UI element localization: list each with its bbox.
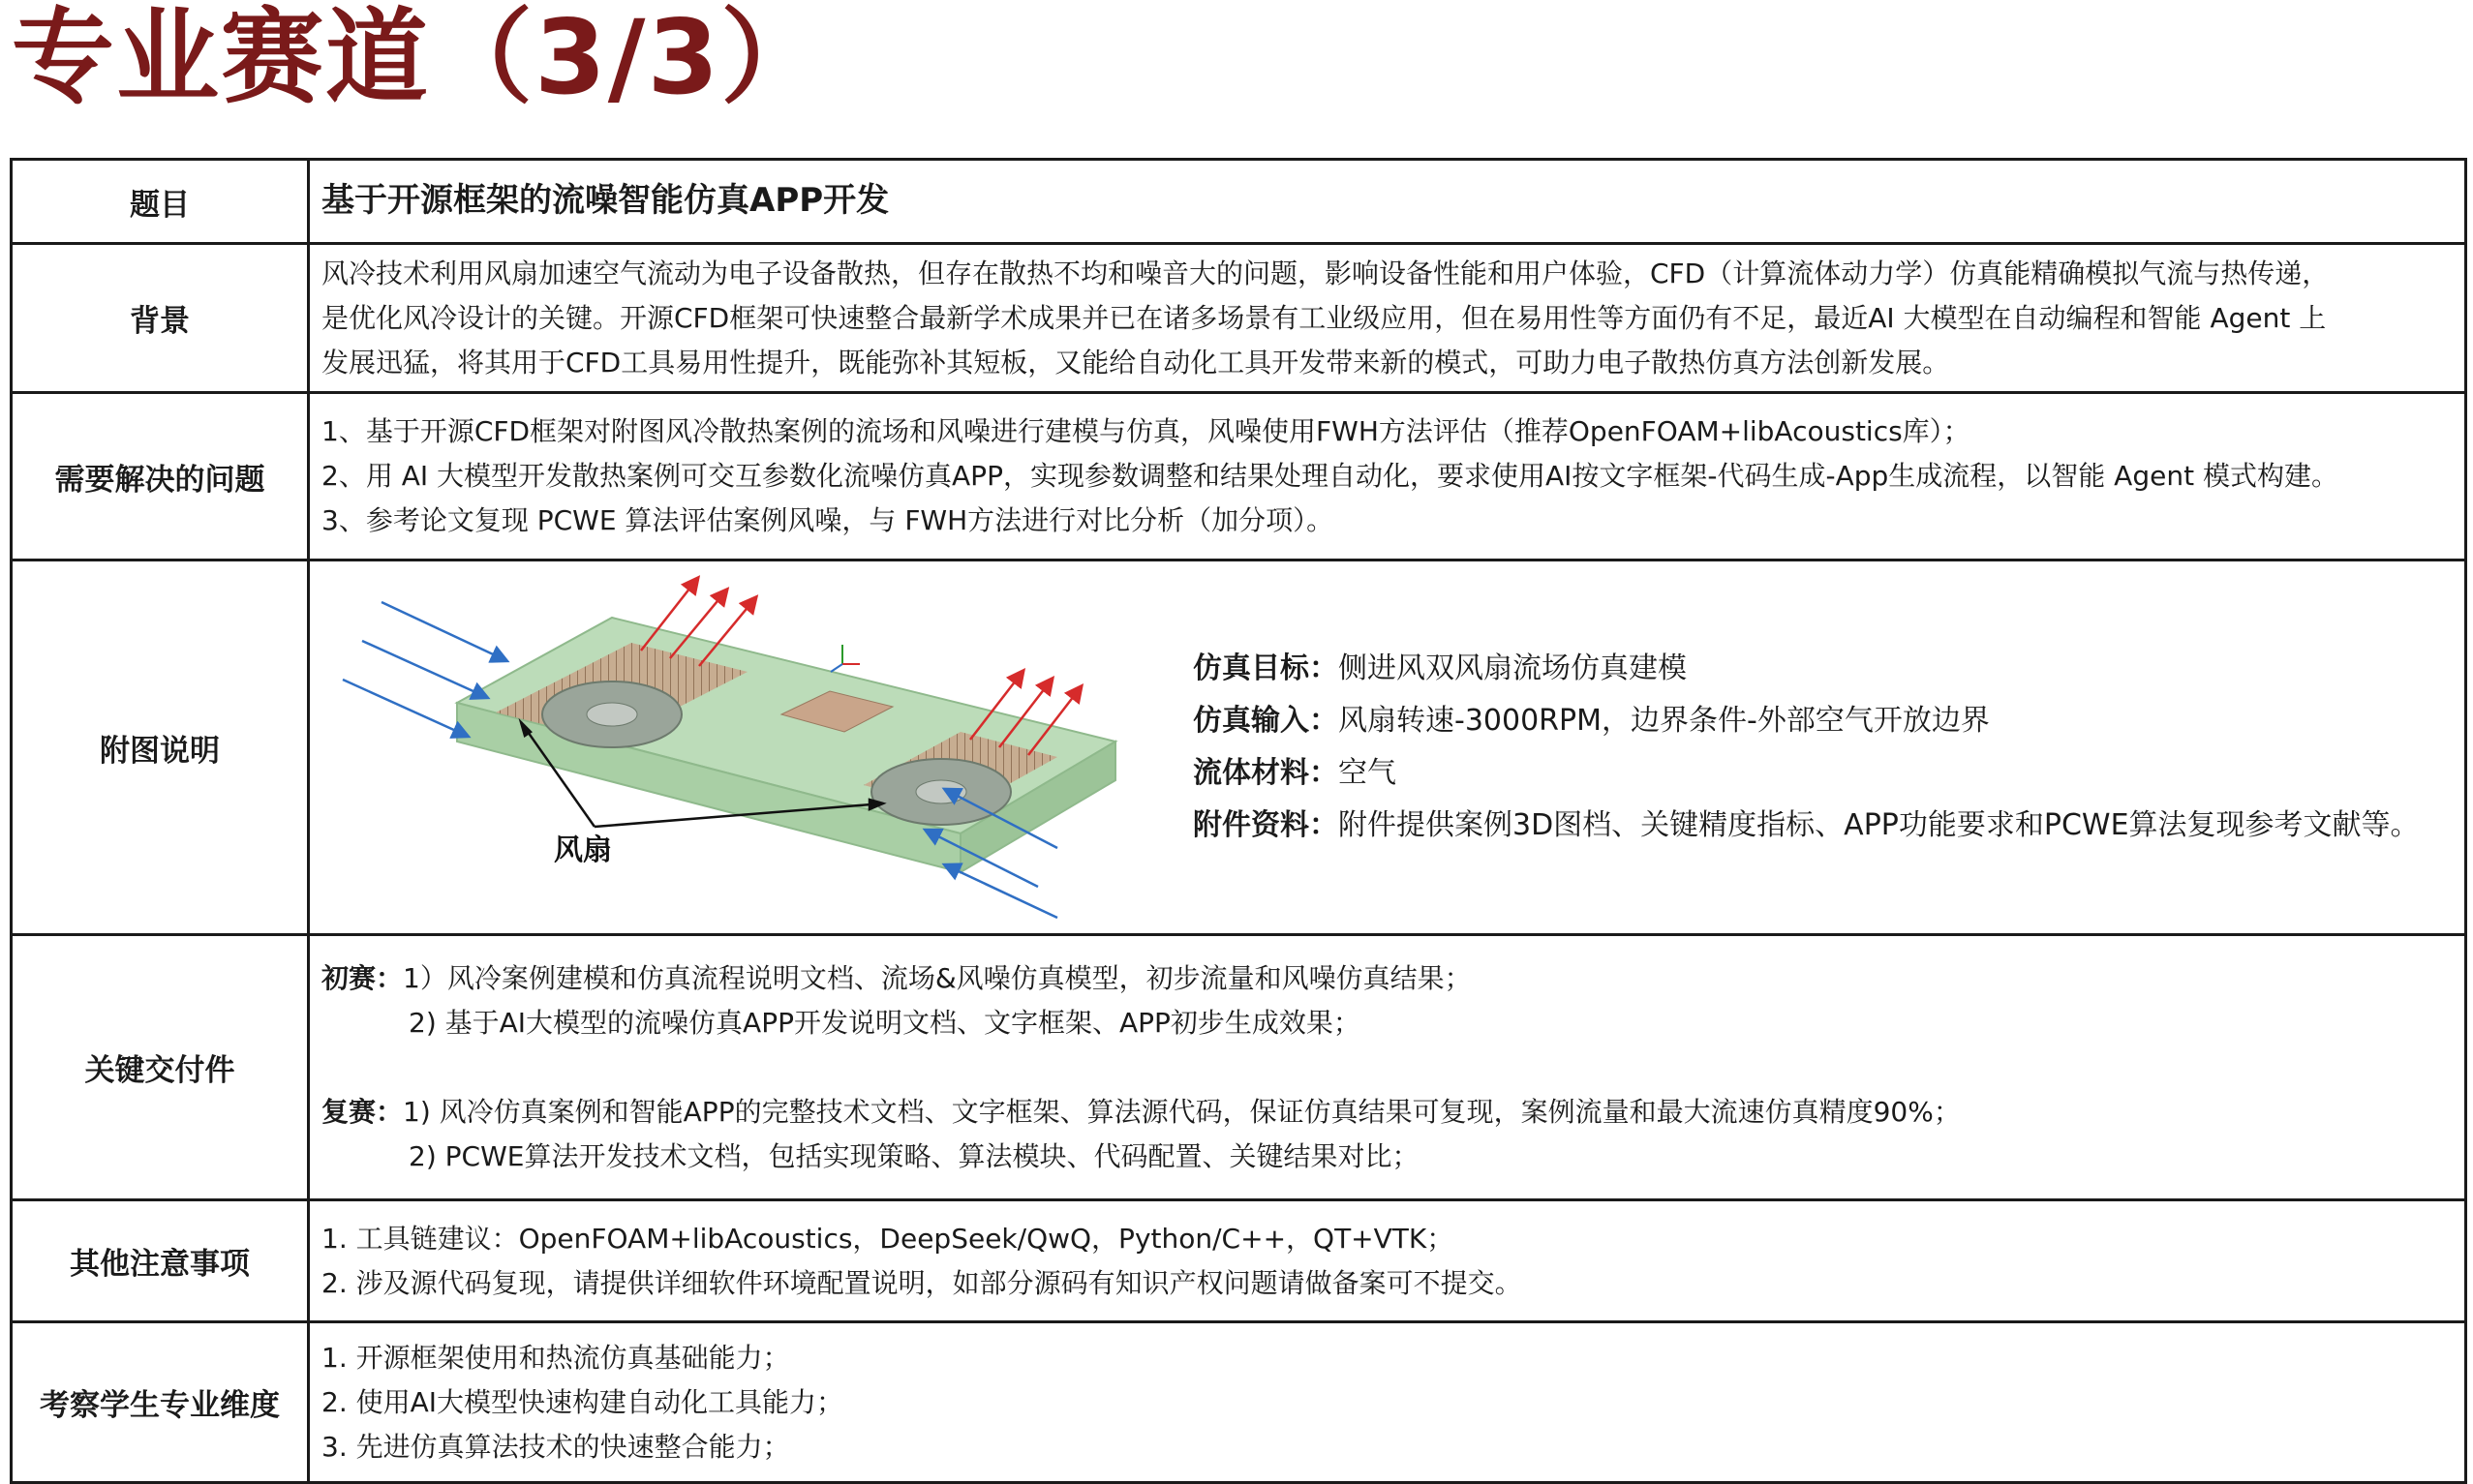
row-topic	[12, 160, 2466, 244]
cell-topic	[309, 160, 2466, 244]
label-background: 背景	[12, 244, 309, 393]
cell-deliverables	[309, 935, 2466, 1200]
label-deliverables: 关键交付件	[12, 935, 309, 1200]
spec-item	[1193, 643, 2420, 695]
label-notes: 其他注意事项	[12, 1200, 309, 1322]
label-dimensions: 考察学生专业维度	[12, 1322, 309, 1483]
row-problems	[12, 393, 2466, 560]
spec-value: 侧进风双风扇流场仿真建模	[1338, 651, 1687, 685]
spec-key: 仿真输入：	[1193, 704, 1338, 738]
problem-item: 3、参考论文复现 PCWE 算法评估案例风噪，与 FWH方法进行对比分析（加分项）。	[321, 504, 1334, 536]
background-line: 发展迅猛，将其用于CFD工具易用性提升，既能弥补其短板，又能给自动化工具开发带来新的模式，可助力电子散热仿真方法创新发展。	[321, 346, 1950, 379]
deliverable-item: 2) 基于AI大模型的流噪仿真APP开发说明文档、文字框架、APP初步生成效果；	[409, 1006, 1360, 1039]
problem-item: 1、基于开源CFD框架对附图风冷散热案例的流场和风噪进行建模与仿真，风噪使用FWH方法评估（推荐OpenFOAM+libAcoustics库）；	[321, 415, 1970, 447]
spec-key: 流体材料：	[1193, 756, 1338, 790]
background-line: 风冷技术利用风扇加速空气流动为电子设备散热，但存在散热不均和噪音大的问题，影响设备性能和用户体验，CFD（计算流体动力学）仿真能精确模拟气流与热传递，	[321, 257, 2330, 289]
axis-triad-icon	[831, 645, 860, 672]
dimension-item: 3. 先进仿真算法技术的快速整合能力；	[321, 1430, 790, 1463]
spec-value: 风扇转速-3000RPM，边界条件-外部空气开放边界	[1338, 704, 1990, 738]
deliverable-item: 2) PCWE算法开发技术文档，包括实现策略、算法模块、代码配置、关键结果对比；	[409, 1139, 1420, 1172]
spec-value: 附件提供案例3D图档、关键精度指标、APP功能要求和PCWE算法复现参考文献等。	[1338, 808, 2420, 842]
note-item: 1. 工具链建议：OpenFOAM+libAcoustics，DeepSeek/QwQ，Python/C++，QT+VTK；	[321, 1222, 1454, 1255]
cooling-case-illustration	[321, 567, 1174, 925]
label-topic: 题目	[12, 160, 309, 244]
problem-item: 2、用 AI 大模型开发散热案例可交互参数化流噪仿真APP，实现参数调整和结果处理自动化，要求使用AI按文字框架-代码生成-App生成流程，以智能 Agent 模式构建。	[321, 460, 2338, 492]
fan-left-icon	[542, 681, 682, 747]
row-figure	[12, 560, 2466, 935]
spec-value: 空气	[1338, 756, 1396, 790]
row-deliverables	[12, 935, 2466, 1200]
row-background	[12, 244, 2466, 393]
label-problems: 需要解决的问题	[12, 393, 309, 560]
fan-label: 风扇	[554, 833, 612, 867]
topic-title: 基于开源框架的流噪智能仿真APP开发	[321, 181, 890, 220]
row-notes	[12, 1200, 2466, 1322]
cell-figure	[309, 560, 2466, 935]
row-dimensions	[12, 1322, 2466, 1483]
spec-key: 附件资料：	[1193, 808, 1338, 842]
deliverable-prelim	[321, 956, 2453, 1001]
label-figure: 附图说明	[12, 560, 309, 935]
note-item: 2. 涉及源代码复现，请提供详细软件环境配置说明，如部分源码有知识产权问题请做备案可不提交。	[321, 1266, 1522, 1299]
fan-right-icon	[871, 759, 1011, 825]
cell-background	[309, 244, 2466, 393]
prelim-label: 初赛：	[321, 961, 404, 994]
competition-table	[10, 158, 2467, 1484]
final-label: 复赛：	[321, 1095, 404, 1128]
deliverable-final	[321, 1090, 2453, 1135]
deliverable-item: 1) 风冷仿真案例和智能APP的完整技术文档、文字框架、算法源代码，保证仿真结果可复现，案例流量和最大流速仿真精度90%；	[403, 1095, 1961, 1128]
spec-item	[1193, 800, 2420, 852]
cell-problems	[309, 393, 2466, 560]
cell-dimensions	[309, 1322, 2466, 1483]
dimension-item: 1. 开源框架使用和热流仿真基础能力；	[321, 1341, 790, 1374]
figure-specs	[1193, 643, 2420, 852]
page-title: 专业赛道（3/3）	[12, 0, 826, 117]
background-line: 是优化风冷设计的关键。开源CFD框架可快速整合最新学术成果并已在诸多场景有工业级应用，但在易用性等方面仍有不足，最近AI 大模型在自动编程和智能 Agent 上	[321, 301, 2327, 334]
spec-key: 仿真目标：	[1193, 651, 1338, 685]
spec-item	[1193, 695, 2420, 747]
spec-item	[1193, 747, 2420, 800]
deliverable-item: 1）风冷案例建模和仿真流程说明文档、流场&风噪仿真模型，初步流量和风噪仿真结果；	[403, 961, 1472, 994]
dimension-item: 2. 使用AI大模型快速构建自动化工具能力；	[321, 1385, 844, 1418]
cell-notes	[309, 1200, 2466, 1322]
